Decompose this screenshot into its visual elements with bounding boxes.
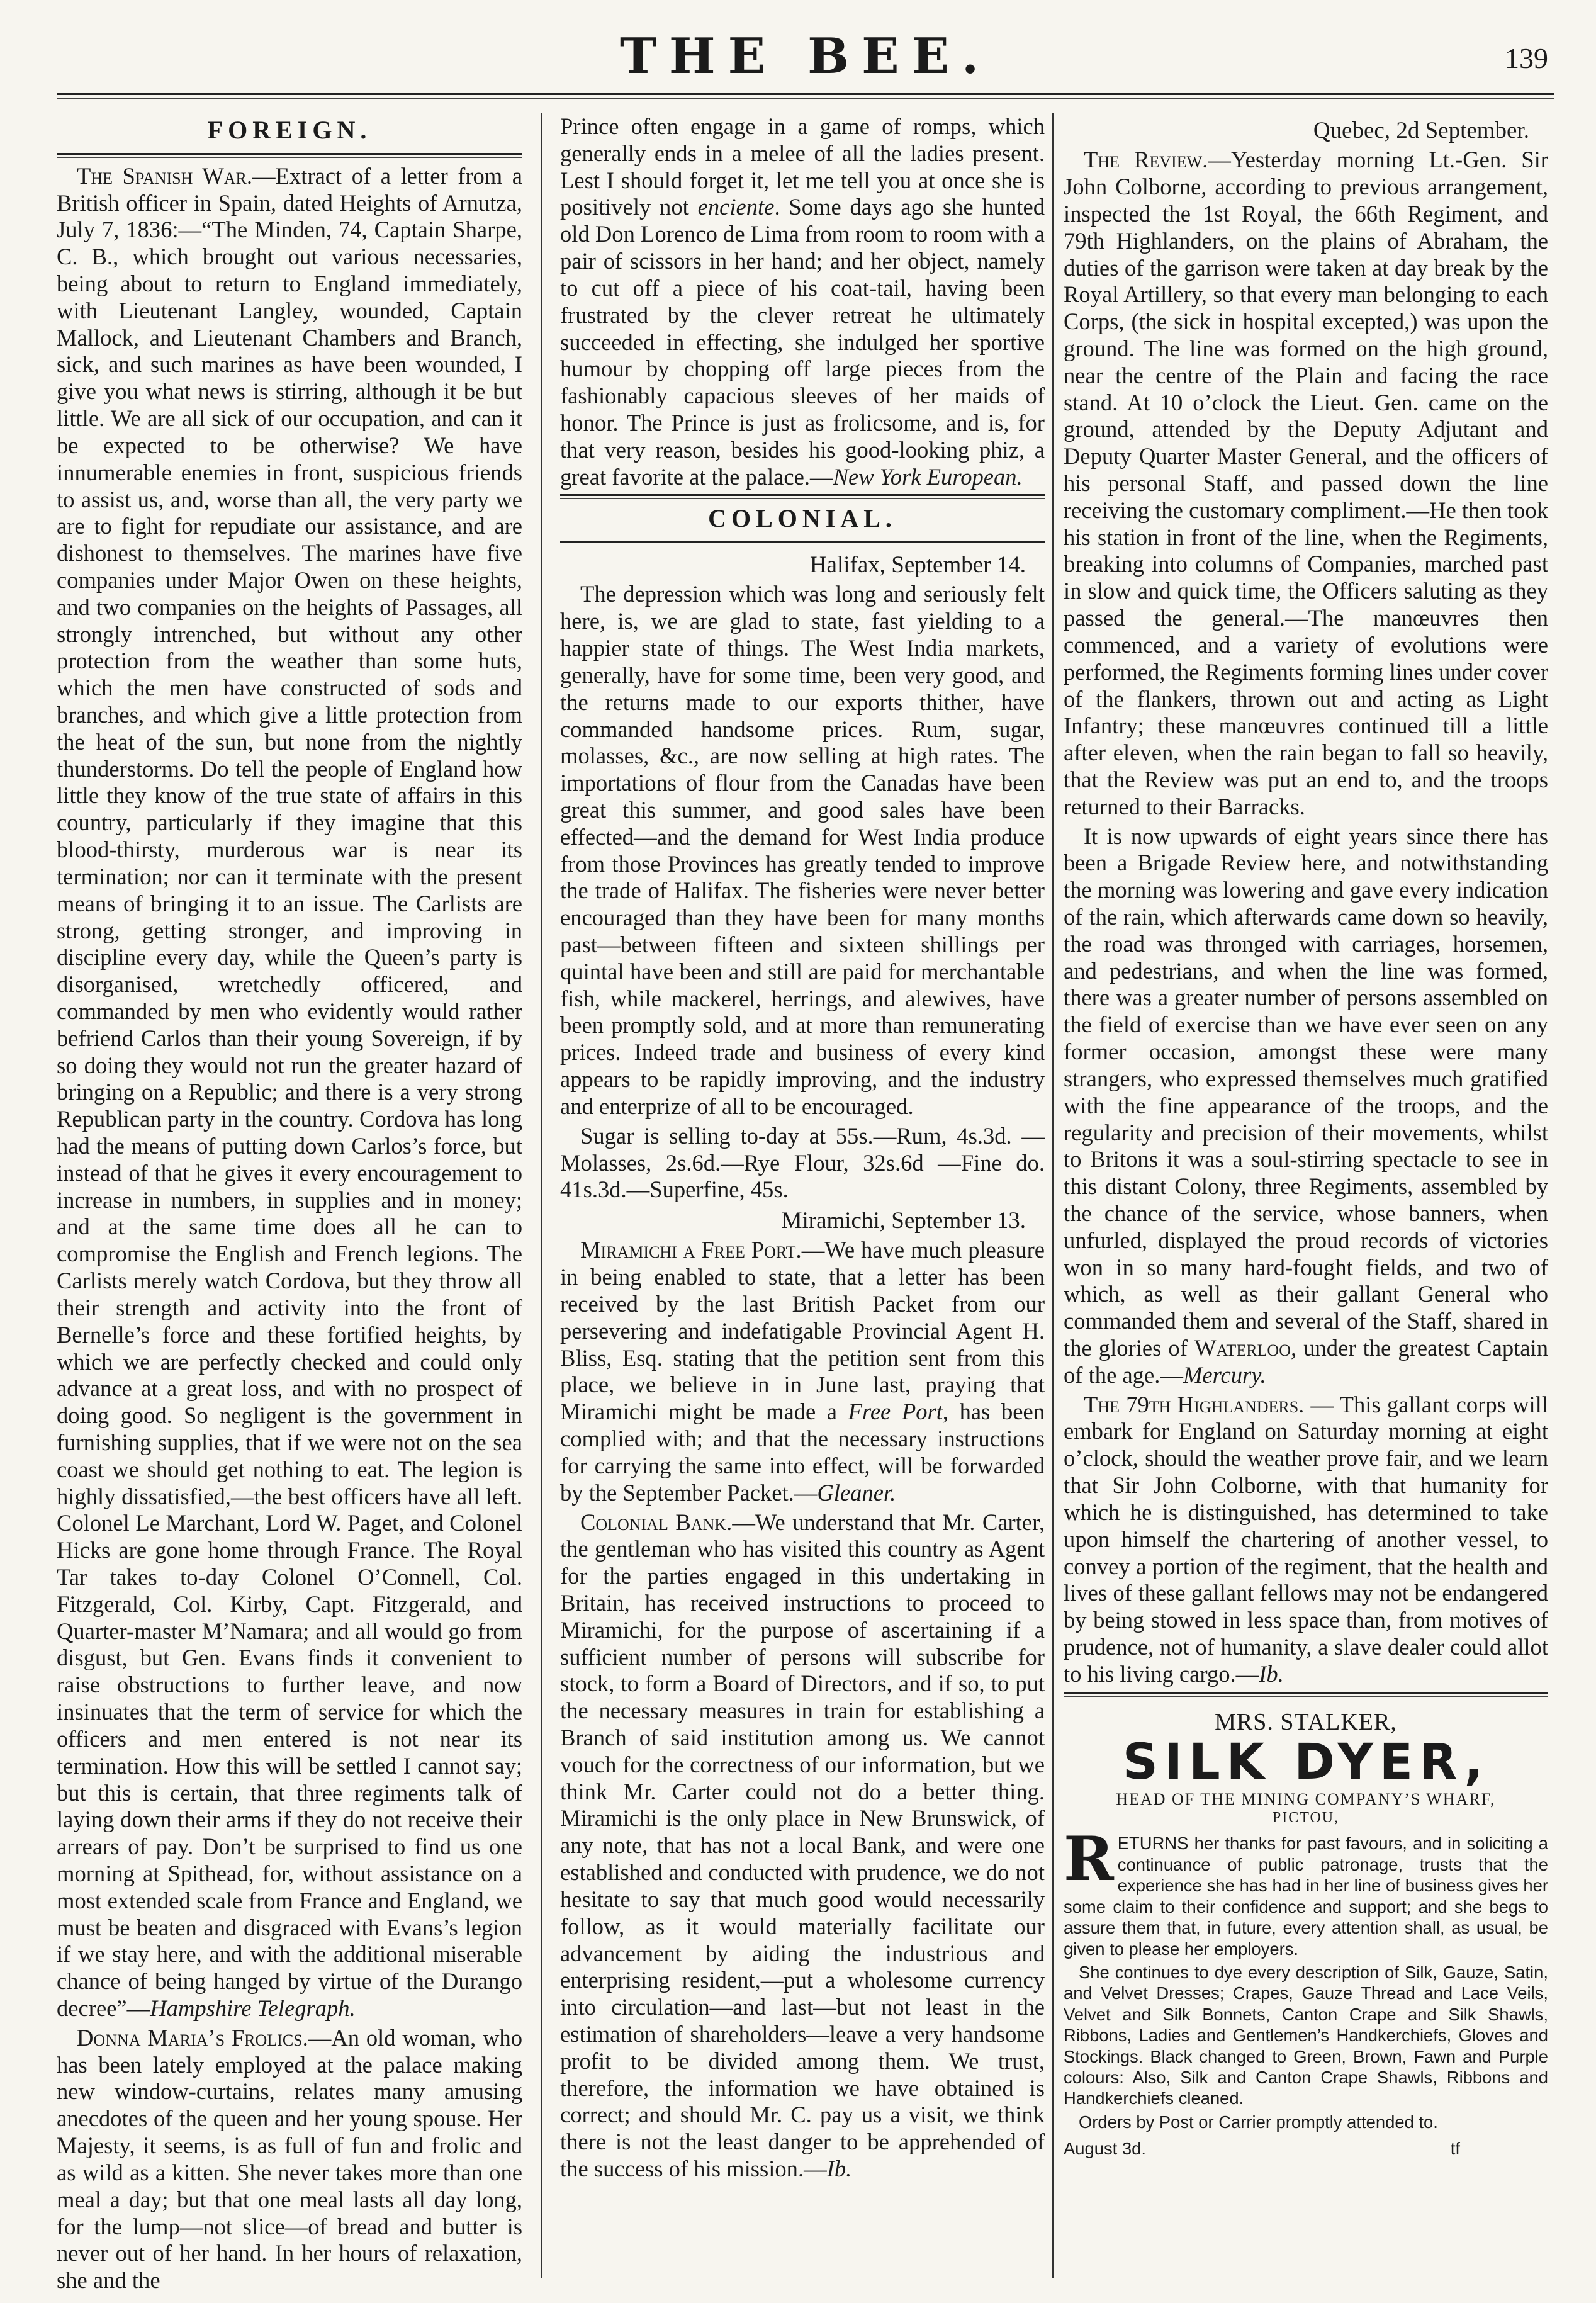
article-source: Gleaner. [817, 1479, 896, 1506]
ad-paragraph: Orders by Post or Carrier promptly attended to. [1079, 2112, 1438, 2132]
ad-code: tf [1450, 2139, 1460, 2159]
newspaper-title: THE BEE. [619, 28, 992, 85]
article-body: . Some days ago she hunted old Don Lorenco de Lima from room to room with a pair of scissors in her hand; and her object, namely to cut off a piece of his coat-tail, having been frustrated by the clever retreat he ultimately succeeded in effecting, she indulged her sportive humour by chopping off large pieces from the fashionably capacious sleeves of her maids of honor. The Prince is just as frolicsome, and is, for that very reason, besides his good-looking phiz, a great favorite at the palace.— [560, 194, 1045, 490]
ad-advertiser-name: MRS. STALKER, [1215, 1708, 1397, 1735]
masthead [57, 25, 1554, 101]
page-number: 139 [1505, 42, 1548, 74]
masthead-rule-thin [57, 98, 1554, 99]
article-body: — This gallant corps will embark for England on Saturday morning at eight o’clock, should the weather prove fair, and we learn that Sir John Colborne, with that humanity for which he is distinguished, has determined to take upon himself the chartering of another vessel, to convey a portion of the regiment, that the health and lives of these gallant fellows may not be endangered by being stowed in less space than, from motives of prudence, not of humanity, a slave dealer could allot to his living cargo.— [1064, 1391, 1548, 1687]
article-title: Colonial Bank. [580, 1509, 733, 1535]
ad-address: HEAD OF THE MINING COMPANY’S WHARF, [1116, 1789, 1496, 1808]
article-source: New York European. [833, 463, 1023, 490]
dateline-halifax: Halifax, September 14. [809, 552, 1026, 578]
article-italic: Free Port [848, 1399, 943, 1425]
article-halifax: The depression which was long and seriously felt here, is, we are glad to state, fast yielding to a happier state of things. The West India markets, generally, have for some time, been very good, and the returns made to our exports thither, have commanded handsome prices. Rum, sugar, molasses, &c., are now selling at high rates. The importations of flour from the Canadas have been great this summer, and good sales have been effected—and the demand for West India produce from those Provinces has greatly tended to improve the trade of Halifax. The fisheries were never better encouraged than they have been for many months past—between fifteen and sixteen shillings per quintal have been and still are paid for merchantable fish, while mackerel, herrings, and alewives, have been promptly sold, and at more than remunerating prices. Indeed trade and business of every kind appears to be rapidly improving, and the industry and enterprize of all to be encouraged. [560, 581, 1045, 1119]
article-source: Ib. [1259, 1660, 1284, 1687]
article-body: It is now upwards of eight years since there has been a Brigade Review here, and notwithstanding the morning was lowering and gave every indication of the rain, which afterwards came down so heavily, the road was thronged with carriages, horsemen, and pedestrians, and when the line was formed, there was a greater number of persons assembled on the field of exercise than we have ever seen on any former occasion, amongst these were many strangers, who expressed themselves much gratified with the fine appearance of the troops, and the regularity and precision of their movements, whilst to Britons it was a soul-stirring spectacle to see in this distant Colony, three Regiments, assembled by the chance of the service, whose banners, when unfurled, displayed the proud records of victories won in so many hard-fought fields, and two of which, as well as their gallant General who commanded them and several of the Staff, shared in the glories of [1064, 823, 1548, 1361]
article-body: —Extract of a letter from a British officer in Spain, dated Heights of Arnutza, July 7, 1836:—“The Minden, 74, Captain Sharpe, C. B., which brought out various necessaries, being about to return to England immediately, with Lieutenant Langley, wounded, Captain Mallock, and Lieutenant Chambers and Branch, sick, and such marines as have been wounded, I give you what news is stirring, although it be but little. We are all sick of our occupation, and can it be expected to be otherwise? We have innumerable enemies in front, suspicious friends to assist us, and, worse than all, the very party we are to fight for repudiate our assistance, and are dishonest to themselves. The marines have five companies under Major Owen on these heights, and two companies on the heights of Passages, all strongly intrenched, but without any other protection from the weather than some huts, which the men have constructed of sods and branches, and which give a little protection from the heat of the sun, but none from the nightly thunderstorms. Do tell the people of England how little they know of the true state of affairs in this country, particularly if they imagine that this blood-thirsty, murderous war is near its termination; nor can it terminate with the present means of bringing it to an issue. The Carlists are strong, getting stronger, and improving in discipline every day, while the Queen’s party is disorganised, wretchedly officered, and commanded by men who evidently would rather befriend Carlos than their young Sovereign, if by so doing they would not run the greater hazard of bringing on a Republic; and there is a very strong Republican party in the country. Cordova has long had the means of putting down Carlos’s force, but instead of that he gives it every encouragement to increase in numbers, in supplies and in money; and at the same time does all he can to compromise the English and French legions. The Carlists merely watch Cordova, but they throw all their strength and activity into the front of Bernelle’s force and these fortified heights, by which we are perfectly checked and could only advance at a great loss, and with no prospect of doing good. So negligent is the government in furnishing supplies, that if we were not on the sea coast we should get nothing to eat. The legion is highly dissatisfied,—the best officers have all left. Colonel Le Marchant, Lord W. Paget, and Colonel Hicks are gone home through France. The Royal Tar takes to-day Colonel O’Connell, Col. Fitzgerald, Col. Kirby, Capt. Fitzgerald, and Quarter-master M’Namara; and all would go from disgust, but Gen. Evans finds it convenient to raise obstructions to further leave, and now insinuates that the term of service for which the officers and men entered is not near its termination. How this will be settled I cannot say; but this is certain, that three regiments talk of laying down their arms if they do not receive their arrears of pay. Don’t be surprised to find us one morning at Spithead, for, without assistance on a most extended scale from France and England, we must be beaten and disgraced with Evans’s legion if we stay here, and with the additional miserable chance of being hanged by virtue of the Durango decree”— [57, 162, 522, 2022]
article-title: The Review. [1084, 147, 1208, 173]
article-brigade-review [1064, 823, 1548, 1389]
article-source: Ib. [826, 2156, 852, 2182]
article-title: The 79th Highlanders. [1084, 1391, 1305, 1417]
section-heading-colonial: COLONIAL. [708, 504, 897, 533]
article-title: Miramichi a Free Port. [580, 1237, 802, 1263]
section-rule [1064, 1692, 1548, 1697]
article-body: Prince often engage in a game of romps, which generally ends in a melee of all the ladies present. Lest I should forget it, let me tell you at once she is positively not [560, 113, 1045, 220]
article-spanish-war [57, 163, 522, 2022]
article-smallcaps: Waterloo [1194, 1335, 1291, 1361]
article-source: Mercury. [1183, 1361, 1266, 1388]
section-rule [560, 541, 1045, 546]
column-divider [541, 113, 542, 2278]
ad-dropcap: R [1064, 1823, 1114, 1895]
column-colonial [560, 113, 1045, 2185]
article-79th-highlanders [1064, 1392, 1548, 1688]
ad-trade-title: SILK DYER, [1122, 1734, 1490, 1791]
article-miramichi-free-port [560, 1237, 1045, 1506]
ad-footer [1064, 2139, 1548, 2159]
article-italic: enciente [697, 194, 775, 220]
article-body: —We have much pleasure in being enabled to state, that a letter has been received by the last British Packet from our persevering and indefatigable Provincial Agent H. Bliss, Esq. stating that the petition sent from this place, we believe in in June last, praying that Miramichi might be made a [560, 1237, 1045, 1425]
ad-text: ETURNS her thanks for past favours, and in soliciting a continuance of public patronage, trusts that the experience she has had in her line of business gives her some claim to their confidence and support; and she begs to assure them that, in future, every attention shall, as usual, be given to please her employers. [1064, 1833, 1548, 1959]
column-quebec [1064, 113, 1548, 2159]
masthead-rule [57, 93, 1554, 95]
column-foreign [57, 113, 522, 2297]
article-body: , under the greatest Captain of the age.— [1064, 1335, 1548, 1388]
ad-paragraph [1064, 1823, 1548, 1959]
article-body: , has been complied with; and that the necessary instructions for carrying the same into effect, will be forwarded by the September Packet.— [560, 1399, 1045, 1506]
dateline-miramichi: Miramichi, September 13. [781, 1208, 1026, 1234]
section-rule [560, 494, 1045, 499]
article-title: Donna Maria’s Frolics. [77, 2024, 308, 2051]
dateline-quebec: Quebec, 2d September. [1313, 118, 1529, 144]
article-body: —Yesterday morning Lt.-Gen. Sir John Colborne, according to previous arrangement, inspected the 1st Royal, the 66th Regiment, and 79th Highlanders, on the plains of Abraham, the duties of the garrison were taken at day break by the Royal Artillery, so that every man belonging to each Corps, (the sick in hospital excepted,) was upon the ground. The line was formed on the high ground, near the centre of the Plain and facing the race stand. At 10 o’clock the Lieut. Gen. came on the ground, attended by the Deputy Adjutant and Deputy Quarter Master General, and the officers of his personal Staff, and passed down the line receiving the customary compliment.—He then took his station in front of the line, when the Regiments, breaking into columns of Companies, marched past in slow and quick time, the Officers saluting as they passed the general.—The manœuvres then commenced, and a variety of evolutions were performed, the Regiments forming lines under cover of the flankers, thrown out and acting as Light Infantry; these manœuvres continued till a little after eleven, when the rain began to fall so heavily, that the Review was put an end to, and the troops returned to their Barracks. [1064, 147, 1548, 819]
section-heading-foreign: FOREIGN. [207, 116, 372, 144]
ad-paragraph: She continues to dye every description of Silk, Gauze, Satin, and Velvet Dresses; Crapes, Gauze Thread and Lace Veils, Velvet and Silk Bonnets, Canton Crape and Silk Shawls, Ribbons, Ladies and Gentlemen’s Handkerchiefs, Gloves and Stockings. Black changed to Green, Brown, Fawn and Purple colours: Also, Silk and Canton Crape Shawls, Ribbons and Handkerchiefs cleaned. [1064, 1962, 1548, 2109]
article-donna-maria [57, 2025, 522, 2294]
column-divider [1052, 113, 1054, 2278]
article-source: Hampshire Telegraph. [150, 1995, 356, 2022]
article-colonial-bank [560, 1509, 1045, 2183]
article-body: —An old woman, who has been lately employed at the palace making new window-curtains, relates many amusing anecdotes of the queen and her young spouse. Her Majesty, it seems, is as full of fun and frolic and as wild as a kitten. She never takes more than one meal a day; but that one meal lasts all day long, for the lump—not slice—of bread and butter is never out of her hand. In her hours of relaxation, she and the [57, 2024, 522, 2294]
ad-town: PICTOU, [1272, 1810, 1340, 1827]
article-title: The Spanish War. [77, 162, 253, 189]
ad-date: August 3d. [1064, 2139, 1146, 2159]
advertisement-silk-dyer [1064, 1708, 1548, 2159]
article-review [1064, 147, 1548, 820]
section-rule [57, 153, 522, 158]
article-donna-maria-continued [560, 113, 1045, 490]
article-body: —We understand that Mr. Carter, the gentleman who has visited this country as Agent for the parties engaged in this undertaking in Britain, has received instructions to proceed to Miramichi, for the purpose of ascertaining if a sufficient number of persons will subscribe for stock, to form a Board of Directors, and if so, to put the necessary measures in train for establishing a Branch of said institution among us. We cannot vouch for the correctness of our information, but we think Mr. Carter could not do a better thing. Miramichi is the only place in New Brunswick, of any note, that has not a local Bank, and were one established and conducted with prudence, we do not hesitate to say that much good would necessarily follow, as it would materially facilitate our advancement by aiding the industrious and enterprising resident,—put a wholesome currency into circulation—and last—but not least in the estimation of shareholders—leave a very handsome profit to be divided among them. We trust, therefore, the information we have obtained is correct; and should Mr. C. pay us a visit, we think there is not the least danger to be apprehended of the success of his mission.— [560, 1509, 1045, 2182]
article-halifax-prices: Sugar is selling to-day at 55s.—Rum, 4s.3d. —Molasses, 2s.6d.—Rye Flour, 32s.6d —Fine do. 41s.3d.—Superfine, 45s. [560, 1122, 1045, 1203]
